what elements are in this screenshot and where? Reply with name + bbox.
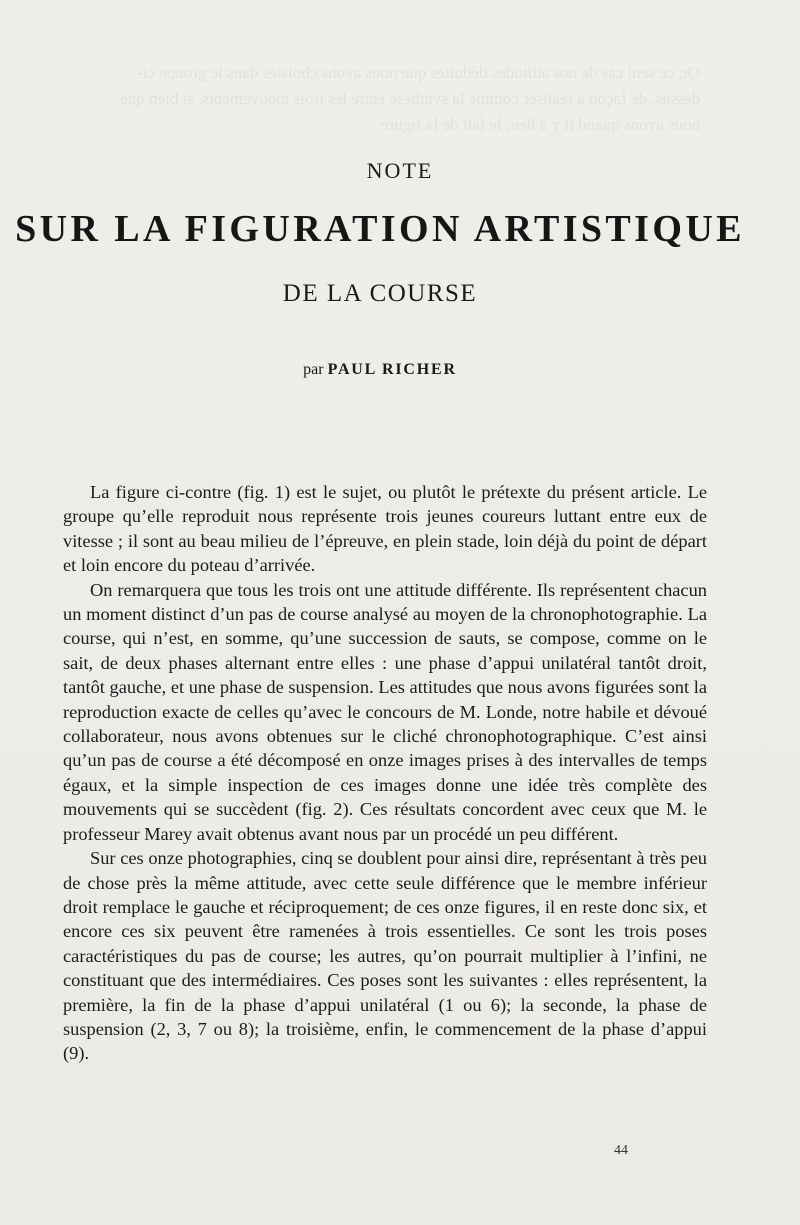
byline	[0, 361, 760, 379]
byline-prefix: par	[303, 361, 324, 378]
bleed-through-texture: Or, ce seul cas de nos attitudes déduites que nous avons choisies dans le groupe ci-dessus, de façon à réaliser comme la synthèse entre les trois mouvements, si bien que nous avons quand il y a lieu, le fait de la figure	[120, 63, 700, 134]
paragraph: On remarquera que tous les trois ont une attitude différente. Ils représentent chacun un moment distinct d’un pas de course analysé au moyen de la chronophotographie. La course, qui n’est, en somme, qu’une succession de sauts, se compose, comme on le sait, de deux phases alternant entre elles : une phase d’appui unilatéral tantôt droit, tantôt gauche, et une phase de suspension. Les attitudes que nous avons figurées sont la reproduction exacte de celles qu’avec le concours de M. Londe, notre habile et dévoué collaborateur, nous avons obtenues sur le cliché chronophotographique. C’est ainsi qu’un pas de course a été décomposé en onze images prises à des intervalles de temps égaux, et la simple inspection de ces images donne une idée très complète des mouvements qui se succèdent (fig. 2). Ces résultats concordent avec ceux que M. le professeur Marey avait obtenus avant nous par un procédé un peu différent.	[63, 579, 707, 844]
article-title: SUR LA FIGURATION ARTISTIQUE	[15, 208, 745, 250]
article-body	[63, 480, 707, 1066]
article-subtitle: DE LA COURSE	[282, 280, 478, 307]
heading-note: NOTE	[366, 158, 434, 183]
page-number: 44	[614, 1143, 628, 1158]
author-name: PAUL RICHER	[327, 361, 457, 378]
paragraph: Sur ces onze photographies, cinq se doublent pour ainsi dire, représentant à très peu de chose près la même attitude, avec cette seule différence que le membre inférieur droit remplace le gauche et réciproquement; de ces onze figures, il en reste donc six, et encore ces six peuvent être ramenées à trois essentielles. Ce sont les trois poses caractéristiques du pas de course; les autres, qu’on pourrait multiplier à l’infini, ne constituant que des intermédiaires. Ces poses sont les suivantes : elles représentent, la première, la fin de la phase d’appui unilatéral (1 ou 6); la seconde, la phase de suspension (2, 3, 7 ou 8); la troisième, enfin, le commencement de la phase d’appui (9).	[63, 848, 707, 1064]
paragraph: La figure ci-contre (fig. 1) est le sujet, ou plutôt le prétexte du présent article. Le groupe qu’elle reproduit nous représente trois jeunes coureurs luttant entre eux de vitesse ; il sont au beau milieu de l’épreuve, en plein stade, loin déjà du point de départ et loin encore du poteau d’arrivée.	[63, 482, 707, 576]
